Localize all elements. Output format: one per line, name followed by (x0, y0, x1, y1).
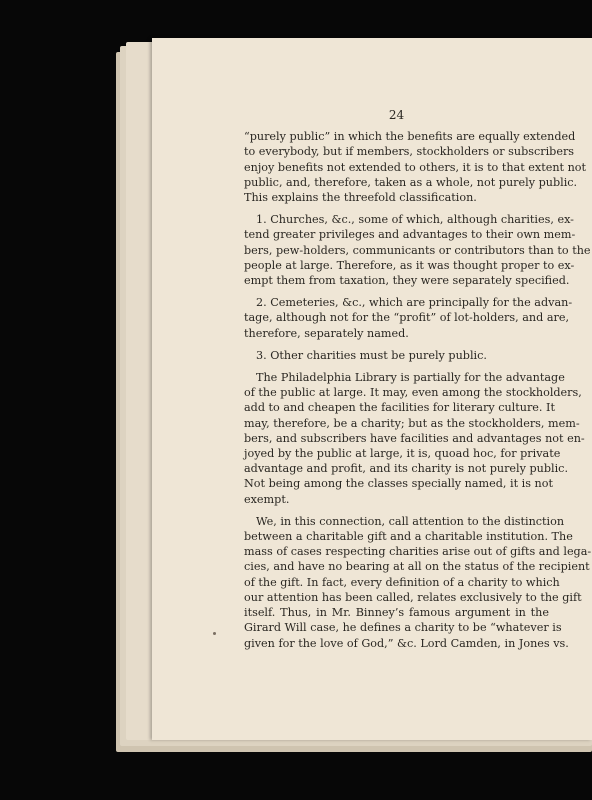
paper-speck (213, 632, 216, 635)
text-line: our attention has been called, relates exclusively to the gift (244, 590, 582, 604)
page-body (244, 129, 592, 651)
text-line: bers, pew-holders, communicants or contributors than to the (244, 243, 591, 257)
text-line: between a charitable gift and a charitable institution. The (244, 530, 573, 544)
text-line: may, therefore, be a charity; but as the stockholders, mem- (244, 416, 580, 430)
text-line: add to and cheapen the facilities for literary culture. It (244, 401, 555, 415)
text-line: This explains the threefold classification. (244, 191, 477, 205)
text-line: itself. Thus, in Mr. Binney’s famous argument in the (244, 606, 549, 620)
text-line: mass of cases respecting charities arise out of gifts and lega- (244, 545, 592, 559)
paragraph (244, 348, 549, 363)
text-line: Girard Will case, he defines a charity to be “whatever is (244, 621, 562, 635)
text-line: “purely public” in which the benefits are equally extended (244, 130, 576, 144)
paragraph (244, 295, 573, 341)
paragraph (244, 129, 587, 205)
text-line: tage, although not for the “profit” of lot-holders, and are, (244, 311, 570, 325)
text-line: cies, and have no bearing at all on the status of the recipient (244, 560, 590, 574)
page-text-block (244, 108, 592, 658)
text-line: public, and, therefore, taken as a whole, not purely public. (244, 175, 578, 189)
text-line: Not being among the classes specially named, it is not (244, 477, 553, 491)
text-line: advantage and profit, and its charity is not purely public. (244, 462, 569, 476)
text-line: to everybody, but if members, stockholders or subscribers (244, 145, 575, 159)
text-line: bers, and subscribers have facilities and advantages not en- (244, 431, 585, 445)
paragraph (244, 514, 592, 651)
text-line: The Philadelphia Library is partially for the advantage (256, 371, 565, 385)
text-line: empt them from taxation, they were separately specified. (244, 274, 570, 288)
text-line: 3. Other charities must be purely public. (256, 348, 487, 362)
paragraph (244, 370, 585, 507)
text-line: 1. Churches, &c., some of which, although charities, ex- (256, 213, 574, 227)
text-line: people at large. Therefore, as it was thought proper to ex- (244, 258, 575, 272)
text-line: enjoy benefits not extended to others, it is to that extent not (244, 160, 587, 174)
text-line: given for the love of God,” &c. Lord Camden, in Jones vs. (244, 636, 569, 650)
text-line: of the gift. In fact, every definition of a charity to which (244, 575, 560, 589)
text-line: of the public at large. It may, even among the stockholders, (244, 386, 582, 400)
text-line: joyed by the public at large, it is, quoad hoc, for private (244, 447, 561, 461)
text-line: 2. Cemeteries, &c., which are principally for the advan- (256, 296, 573, 310)
text-line: therefore, separately named. (244, 326, 409, 340)
paragraph (244, 212, 591, 288)
page-number: 24 (388, 108, 405, 122)
text-line: We, in this connection, call attention to the distinction (256, 514, 565, 528)
text-line: tend greater privileges and advantages to their own mem- (244, 228, 576, 242)
text-line: exempt. (244, 492, 290, 506)
